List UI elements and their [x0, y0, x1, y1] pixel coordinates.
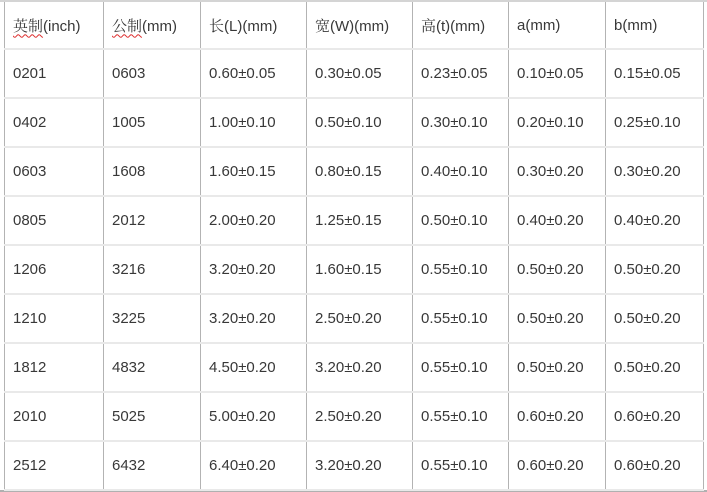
header-label-inch: (inch) — [43, 17, 81, 35]
table-cell: 3225 — [104, 294, 201, 343]
table-cell: 3.20±0.20 — [307, 441, 413, 490]
table-cell: 0.80±0.15 — [307, 147, 413, 196]
table-row — [5, 49, 704, 98]
header-cell-metric — [104, 2, 201, 49]
table-row — [5, 98, 704, 147]
table-cell: 0.50±0.10 — [413, 196, 509, 245]
table-cell: 6432 — [104, 441, 201, 490]
table-cell: 0603 — [104, 49, 201, 98]
table-cell: 1812 — [5, 343, 104, 392]
table-row — [5, 343, 704, 392]
table-cell: 0.55±0.10 — [413, 343, 509, 392]
header-cell-width — [307, 2, 413, 49]
table-cell: 0.23±0.05 — [413, 49, 509, 98]
table-cell: 2.50±0.20 — [307, 392, 413, 441]
header-label-metric: (mm) — [142, 17, 177, 35]
table-cell: 0.55±0.10 — [413, 441, 509, 490]
table-cell: 4832 — [104, 343, 201, 392]
table-row — [5, 147, 704, 196]
table-cell: 1.60±0.15 — [201, 147, 307, 196]
table-cell: 1210 — [5, 294, 104, 343]
table-cell: 3.20±0.20 — [201, 294, 307, 343]
table-cell: 3.20±0.20 — [307, 343, 413, 392]
table-cell: 0.50±0.20 — [509, 245, 606, 294]
header-cell-b — [606, 2, 704, 49]
table-cell: 0.25±0.10 — [606, 98, 704, 147]
table-cell: 5025 — [104, 392, 201, 441]
table-row — [5, 294, 704, 343]
header-cell-height — [413, 2, 509, 49]
header-label-metric-cn: 公制 — [112, 17, 143, 35]
table-cell: 1.25±0.15 — [307, 196, 413, 245]
table-cell: 0.60±0.20 — [606, 392, 704, 441]
table-cell: 0.30±0.05 — [307, 49, 413, 98]
table-cell: 0.55±0.10 — [413, 245, 509, 294]
table-cell: 0.50±0.10 — [307, 98, 413, 147]
header-cell-length — [201, 2, 307, 49]
table-cell: 0.55±0.10 — [413, 294, 509, 343]
table-cell: 3216 — [104, 245, 201, 294]
table-cell: 2.00±0.20 — [201, 196, 307, 245]
table-row — [5, 441, 704, 490]
table-cell: 0.30±0.10 — [413, 98, 509, 147]
header-row — [5, 2, 704, 49]
table-cell: 4.50±0.20 — [201, 343, 307, 392]
header-label-a: a(mm) — [517, 16, 561, 34]
chip-size-spec-table — [4, 2, 704, 491]
table-cell: 0805 — [5, 196, 104, 245]
table-cell: 0.15±0.05 — [606, 49, 704, 98]
table-cell: 0.40±0.20 — [509, 196, 606, 245]
header-cell-a — [509, 2, 606, 49]
table-cell: 1608 — [104, 147, 201, 196]
table-row — [5, 392, 704, 441]
header-label-b: b(mm) — [614, 16, 658, 34]
header-cell-inch — [5, 2, 104, 49]
header-label-width: 宽(W)(mm) — [315, 17, 390, 35]
table-cell: 6.40±0.20 — [201, 441, 307, 490]
table-cell: 2010 — [5, 392, 104, 441]
table-cell: 0.50±0.20 — [606, 343, 704, 392]
table-cell: 0.60±0.05 — [201, 49, 307, 98]
table-cell: 0.50±0.20 — [606, 245, 704, 294]
table-cell: 0.40±0.20 — [606, 196, 704, 245]
header-label-inch-cn: 英制 — [13, 17, 44, 35]
table-cell: 2512 — [5, 441, 104, 490]
table-cell: 0.60±0.20 — [509, 392, 606, 441]
table-cell: 2012 — [104, 196, 201, 245]
table-cell: 1005 — [104, 98, 201, 147]
table-cell: 0.50±0.20 — [509, 343, 606, 392]
table-cell: 0.40±0.10 — [413, 147, 509, 196]
header-label-height: 高(t)(mm) — [421, 17, 486, 35]
table-cell: 0.55±0.10 — [413, 392, 509, 441]
table-cell: 5.00±0.20 — [201, 392, 307, 441]
table-cell: 0201 — [5, 49, 104, 98]
table-cell: 0.60±0.20 — [606, 441, 704, 490]
table-cell: 1.60±0.15 — [307, 245, 413, 294]
table-cell: 1.00±0.10 — [201, 98, 307, 147]
table-cell: 2.50±0.20 — [307, 294, 413, 343]
table-cell: 0.30±0.20 — [509, 147, 606, 196]
table-row — [5, 245, 704, 294]
header-label-length: 长(L)(mm) — [209, 17, 278, 35]
table-cell: 0.20±0.10 — [509, 98, 606, 147]
table-header — [5, 2, 704, 49]
table-cell: 0402 — [5, 98, 104, 147]
table-cell: 0.50±0.20 — [509, 294, 606, 343]
table-cell: 0.10±0.05 — [509, 49, 606, 98]
table-cell: 0.60±0.20 — [509, 441, 606, 490]
table-body — [5, 49, 704, 490]
table-cell: 1206 — [5, 245, 104, 294]
table-cell: 0.50±0.20 — [606, 294, 704, 343]
table-cell: 0.30±0.20 — [606, 147, 704, 196]
table-cell: 0603 — [5, 147, 104, 196]
table-cell: 3.20±0.20 — [201, 245, 307, 294]
table-row — [5, 196, 704, 245]
